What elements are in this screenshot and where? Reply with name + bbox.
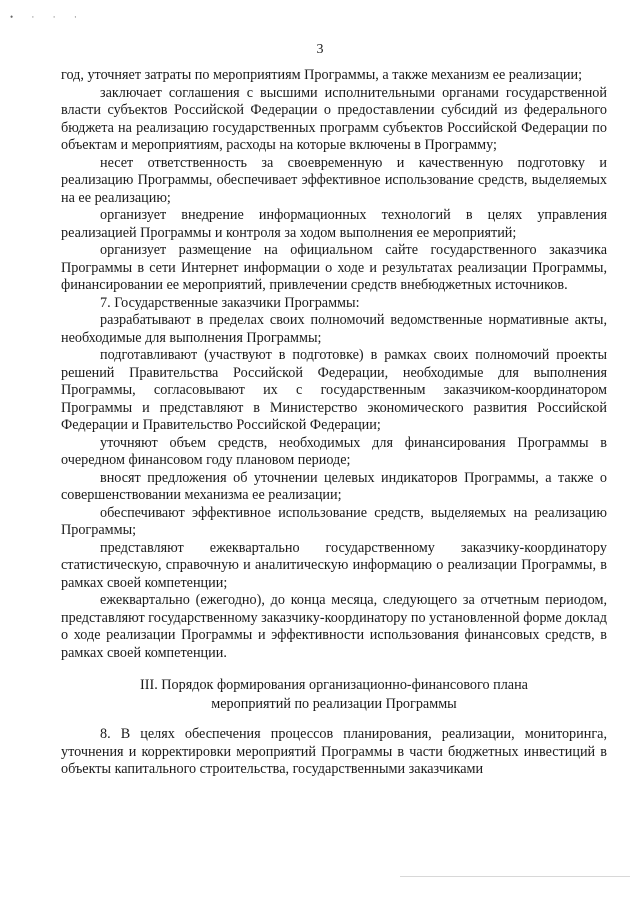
paragraph: заключает соглашения с высшими исполнительными органами государственной власти субъектов Российской Федерации о предоставлении субсидий из федерального бюджета на реализацию государственных программ субъектов Российской Федерации по объектам и мероприятиям, расходы на которые включены в Программу; [61,84,607,153]
scan-marks: • · · · [10,12,85,22]
paragraph: представляют ежеквартально государственному заказчику-координатору статистическую, справочную и аналитическую информацию о реализации Программы, в рамках своей компетенции; [61,539,607,591]
paragraph: 8. В целях обеспечения процессов планирования, реализации, мониторинга, уточнения и корректировки мероприятий Программы в части бюджетных инвестиций в объекты капитального строительства, государственными заказчиками [61,726,607,777]
paragraph: организует размещение на официальном сайте государственного заказчика Программы в сети Интернет информации о ходе и результатах реализации Программы, финансировании ее мероприятий, привлечении средств внебюджетных источников. [61,242,607,293]
clause-heading: 7. Государственные заказчики Программы: [100,294,360,311]
paragraph: несет ответственность за своевременную и качественную подготовку и реализацию Программы, обеспечивает эффективное использование средств, выделяемых на ее реализацию; [61,154,607,206]
section-title-line: III. Порядок формирования организационно-финансового плана [140,677,528,693]
paragraph: разрабатывают в пределах своих полномочий ведомственные нормативные акты, необходимые для выполнения Программы; [61,312,607,346]
section-title-line: мероприятий по реализации Программы [211,696,457,712]
section-title [61,676,607,714]
body-text [61,67,607,779]
paragraph: вносят предложения об уточнении целевых индикаторов Программы, а также о совершенствовании механизма ее реализации; [61,469,607,503]
paragraph: ежеквартально (ежегодно), до конца месяца, следующего за отчетным периодом, представляют государственному заказчику-координатору по установленной форме доклад о ходе реализации Программы и эффективности использования финансовых средств, в рамках своей компетенции. [61,592,607,661]
paragraph: подготавливают (участвуют в подготовке) в рамках своих полномочий проекты решений Правительства Российской Федерации, необходимые для выполнения Программы, согласовывают их с государственным заказчиком-координатором Программы и представляют в Министерство экономического развития Российской Федерации и Правительство Российской Федерации; [61,347,607,433]
paragraph: обеспечивают эффективное использование средств, выделяемых на реализацию Программы; [61,504,607,538]
scan-edge-line [400,876,630,877]
paragraph: уточняют объем средств, необходимых для финансирования Программы в очередном финансовом году плановом периоде; [61,434,607,468]
page-number: 3 [316,42,324,57]
paragraph: организует внедрение информационных технологий в целях управления реализацией Программы и контроля за ходом выполнения ее мероприятий; [61,207,607,241]
paragraph: год, уточняет затраты по мероприятиям Программы, а также механизм ее реализации; [61,67,583,83]
